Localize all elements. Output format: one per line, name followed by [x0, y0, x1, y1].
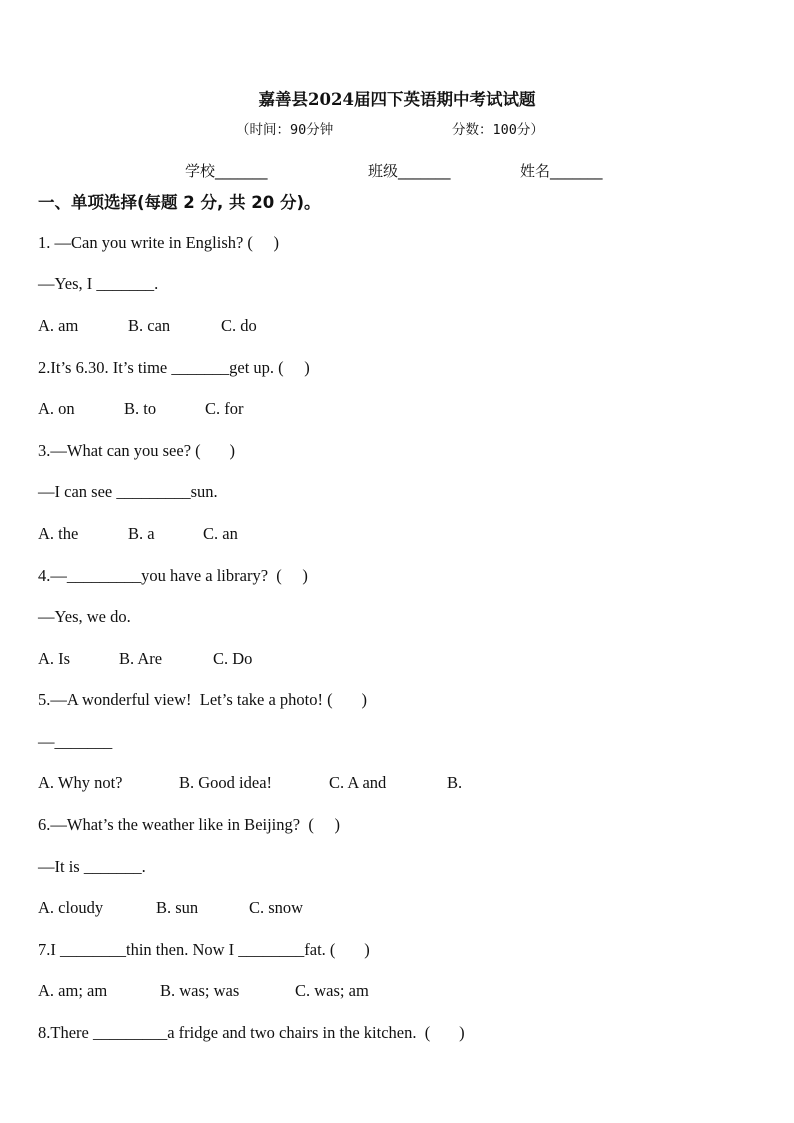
option-b-trailing: B. [447, 773, 463, 792]
option-c: C. was; am [295, 981, 369, 1000]
question-3-line-1: 3.—What can you see? ( ) [38, 441, 236, 460]
exam-score: 分数：100分） [452, 122, 544, 138]
class-field: 班级_______ [368, 162, 451, 180]
school-field: 学校_______ [185, 162, 268, 180]
option-b: B. sun [156, 898, 199, 917]
option-a: A. the [38, 524, 79, 543]
question-5-line-1: 5.—A wonderful view! Let’s take a photo! ( ) [38, 690, 368, 709]
question-4-line-2: —Yes, we do. [38, 607, 131, 626]
question-6-line-1: 6.—What’s the weather like in Beijing? ( ) [38, 815, 340, 834]
name-field: 姓名_______ [520, 162, 603, 180]
option-c: C. for [205, 399, 244, 418]
question-4-line-1: 4.—_________you have a library? ( ) [38, 566, 308, 585]
option-c: C. A and [329, 773, 387, 792]
option-a: A. on [38, 399, 75, 418]
option-b: B. can [128, 316, 171, 335]
option-c: C. do [221, 316, 257, 335]
question-1-line-2: —Yes, I _______. [38, 274, 159, 293]
question-6-line-2: —It is _______. [38, 857, 146, 876]
question-7-line-1: 7.I ________thin then. Now I ________fat. ( ) [38, 940, 370, 959]
option-b: B. to [124, 399, 157, 418]
option-b: B. Good idea! [179, 773, 273, 792]
option-b: B. was; was [160, 981, 240, 1000]
option-a: A. am [38, 316, 79, 335]
section-heading: 一、单项选择(每题 2 分, 共 20 分)。 [38, 193, 321, 212]
question-8-line-1: 8.There _________a fridge and two chairs in the kitchen. ( ) [38, 1023, 465, 1042]
option-a: A. Is [38, 649, 71, 668]
question-2-line-1: 2.It’s 6.30. It’s time _______get up. ( ) [38, 358, 310, 377]
question-1-line-1: 1. —Can you write in English? ( ) [38, 233, 280, 252]
option-a: A. cloudy [38, 898, 104, 917]
question-3-line-2: —I can see _________sun. [38, 482, 218, 501]
option-c: C. an [203, 524, 238, 543]
question-5-line-2: —_______ [38, 732, 113, 751]
option-c: C. Do [213, 649, 253, 668]
option-a: A. am; am [38, 981, 108, 1000]
exam-title: 嘉善县2024届四下英语期中考试试题 [258, 90, 536, 109]
option-b: B. a [128, 524, 155, 543]
exam-time: （时间：90分钟 [236, 122, 334, 138]
option-a: A. Why not? [38, 773, 123, 792]
option-b: B. Are [119, 649, 163, 668]
option-c: C. snow [249, 898, 304, 917]
